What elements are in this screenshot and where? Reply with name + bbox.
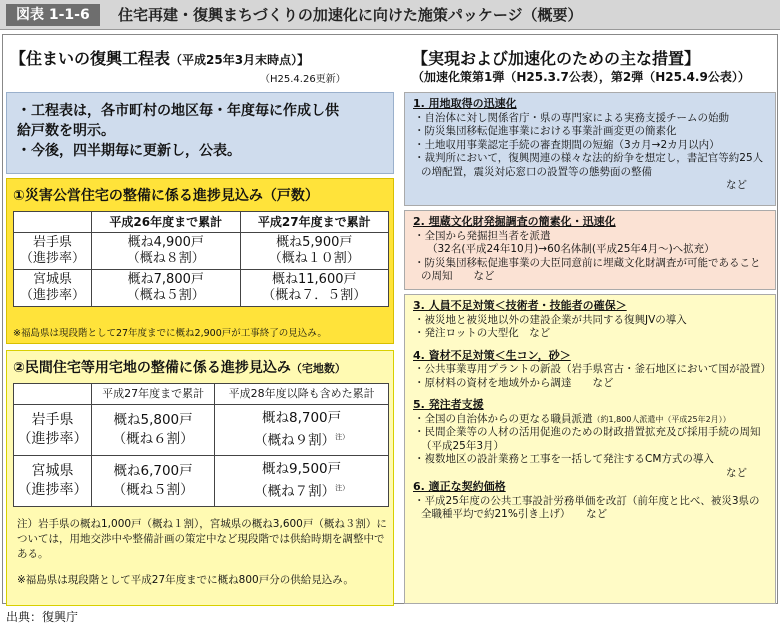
measure-other xyxy=(404,294,776,604)
summary-line: 給戸数を明示。 xyxy=(17,123,115,139)
measure-land-acquisition xyxy=(404,92,776,206)
table-row xyxy=(14,233,389,270)
left-title xyxy=(10,46,390,69)
source-credit: 出典：復興庁 xyxy=(6,610,79,624)
private-land-title xyxy=(13,357,346,377)
measure-item: ・複数地区の設計業務と工事を一括して発注するCM方式の導入 xyxy=(414,453,714,465)
private-land-section xyxy=(6,350,394,606)
measure-item: ・裁判所において，復興関連の様々な法的紛争を想定し，書記官等約25人の増配置，震災対応窓口の設置等の態勢面の整備 xyxy=(414,152,764,178)
measure-item: ・自治体に対し関係省庁・県の専門家による実務支援チームの始動 xyxy=(414,111,729,124)
table-row xyxy=(14,405,389,456)
private-land-table xyxy=(13,383,389,507)
note-marker: 注） xyxy=(335,433,350,442)
measure-etc: など xyxy=(726,466,747,479)
measure-heading: 2. 埋蔵文化財発掘調査の簡素化・迅速化 xyxy=(413,215,616,228)
cell-value: 概ね8,700戸 xyxy=(262,410,342,427)
cell-rate: （概ね８割） xyxy=(126,251,205,266)
measure-item: ・防災集団移転促進事業の大臣同意前に埋蔵文化財調査が可能であることの周知 など xyxy=(414,256,761,282)
right-title: 【実現および加速化のための主な措置】 xyxy=(412,49,701,68)
measure-item xyxy=(413,413,767,427)
summary-line: ・今後，四半期毎に更新し，公表。 xyxy=(17,143,241,159)
cell-rate: （概ね５割） xyxy=(126,288,205,303)
cell-rate: （概ね７．５割） xyxy=(262,288,367,303)
measure-item: ・被災地と被災地以外の建設企業が共同する復興JVの導入 xyxy=(414,313,687,326)
measure-item: ・民間企業等の人材の活用促進のための財政措置拡充及び採用手続の周知（平成25年3月） xyxy=(414,426,761,452)
table-header xyxy=(14,384,92,405)
cell-rate: （概ね１０割） xyxy=(268,251,360,266)
rate-label: （進捗率） xyxy=(19,288,85,303)
measure-heading: 3. 人員不足対策＜技術者・技能者の確保＞ xyxy=(413,299,627,312)
rate-label: （進捗率） xyxy=(19,251,85,266)
private-land-title-unit: （宅地数） xyxy=(290,362,346,375)
private-land-note: 注）岩手県の概ね1,000戸（概ね１割），宮城県の概ね3,600戸（概ね３割）については，用地交渉中や整備計画の策定中など現段階では供給時期を調整中である。 xyxy=(17,518,387,560)
measure-etc: など xyxy=(726,179,747,191)
table-row xyxy=(14,270,389,307)
measure-heading: 5. 発注者支援 xyxy=(413,398,484,411)
measure-item-small: （約1,800人派遣中（平成25年2月）） xyxy=(592,414,731,424)
public-housing-note: ※福島県は現段階として27年度までに概ね2,900戸が工事終了の見込み。 xyxy=(13,328,327,339)
table-header: 平成26年度まで累計 xyxy=(92,212,241,233)
prefecture-name: 岩手県 xyxy=(32,235,72,250)
private-land-title-main: ②民間住宅等用宅地の整備に係る進捗見込み xyxy=(13,360,291,376)
rate-label: （進捗率） xyxy=(17,482,88,498)
prefecture-name: 岩手県 xyxy=(31,412,74,428)
cell-value: 概ね5,900戸 xyxy=(276,235,353,250)
prefecture-name: 宮城県 xyxy=(32,272,72,287)
cell-value: 概ね6,700戸 xyxy=(113,463,193,479)
table-row xyxy=(14,456,389,507)
cell-value: 概ね9,500戸 xyxy=(262,461,342,478)
cell-value: 概ね11,600戸 xyxy=(272,272,357,287)
table-header: 平成27年度まで累計 xyxy=(240,212,389,233)
table-header: 平成28年度以降も含めた累計 xyxy=(215,384,389,405)
table-header: 平成27年度まで累計 xyxy=(92,384,215,405)
right-subtitle: （加速化策第1弾（H25.3.7公表），第2弾（H25.4.9公表）） xyxy=(412,70,750,84)
measure-item-detail: （32名(平成24年10月)→60名体制(平成25年4月～)へ拡充） xyxy=(427,243,715,255)
cell-rate: （概ね７割） xyxy=(254,483,336,500)
cell-rate: （概ね９割） xyxy=(254,432,336,449)
public-housing-table xyxy=(13,211,389,307)
cell-rate: （概ね５割） xyxy=(112,482,194,498)
measure-item: ・発注ロットの大型化 など xyxy=(414,327,551,339)
measure-heading: 1. 用地取得の迅速化 xyxy=(413,97,517,110)
figure-title: 住宅再建・復興まちづくりの加速化に向けた施策パッケージ（概要） xyxy=(118,6,583,24)
measure-item-text: ・全国の自治体からの更なる職員派遣 xyxy=(414,412,593,425)
measure-item: ・平成25年度の公共工事設計労務単価を改訂（前年度と比べ、被災3県の全職種平均で約21%引き上げ） など xyxy=(414,494,760,520)
public-housing-section xyxy=(6,178,394,344)
measure-heading: 6. 適正な契約価格 xyxy=(413,480,506,493)
figure-header xyxy=(0,0,780,30)
cell-value: 概ね4,900戸 xyxy=(127,235,204,250)
measure-item: ・防災集団移転促進事業における事業計画変更の簡素化 xyxy=(414,125,677,137)
cell-rate: （概ね６割） xyxy=(112,431,194,447)
roadmap-summary xyxy=(6,92,394,174)
left-title-main: 【住まいの復興工程表 xyxy=(10,49,171,68)
cell-value: 概ね7,800戸 xyxy=(127,272,204,287)
measure-item: ・原材料の資材を地域外から調達 など xyxy=(414,376,614,389)
measure-item: ・公共事業専用プラントの新設（岩手県宮古・釜石地区において国が設置） xyxy=(414,363,771,375)
measure-cultural-survey xyxy=(404,210,776,290)
measure-item: ・全国から発掘担当者を派遣 xyxy=(414,229,551,242)
measure-heading: 4. 資材不足対策＜生コン，砂＞ xyxy=(413,348,571,362)
left-updated: （H25.4.26更新） xyxy=(260,74,346,85)
cell-value: 概ね5,800戸 xyxy=(113,412,193,428)
public-housing-title: ①災害公営住宅の整備に係る進捗見込み（戸数） xyxy=(13,188,319,204)
summary-line: ・工程表は，各市町村の地区毎・年度毎に作成し供 xyxy=(17,103,339,119)
left-title-date: （平成25年3月末時点）】 xyxy=(170,53,310,67)
measure-item: ・土地収用事業認定手続の審査期間の短縮（3カ月→2カ月以内） xyxy=(414,138,720,151)
rate-label: （進捗率） xyxy=(17,431,88,447)
note-marker: 注） xyxy=(335,484,350,493)
fukushima-note: ※福島県は現段階として平成27年度までに概ね800戸分の供給見込み。 xyxy=(17,574,354,586)
prefecture-name: 宮城県 xyxy=(31,463,74,479)
table-header xyxy=(14,212,92,233)
figure-badge: 図表 1-1-6 xyxy=(6,4,100,26)
